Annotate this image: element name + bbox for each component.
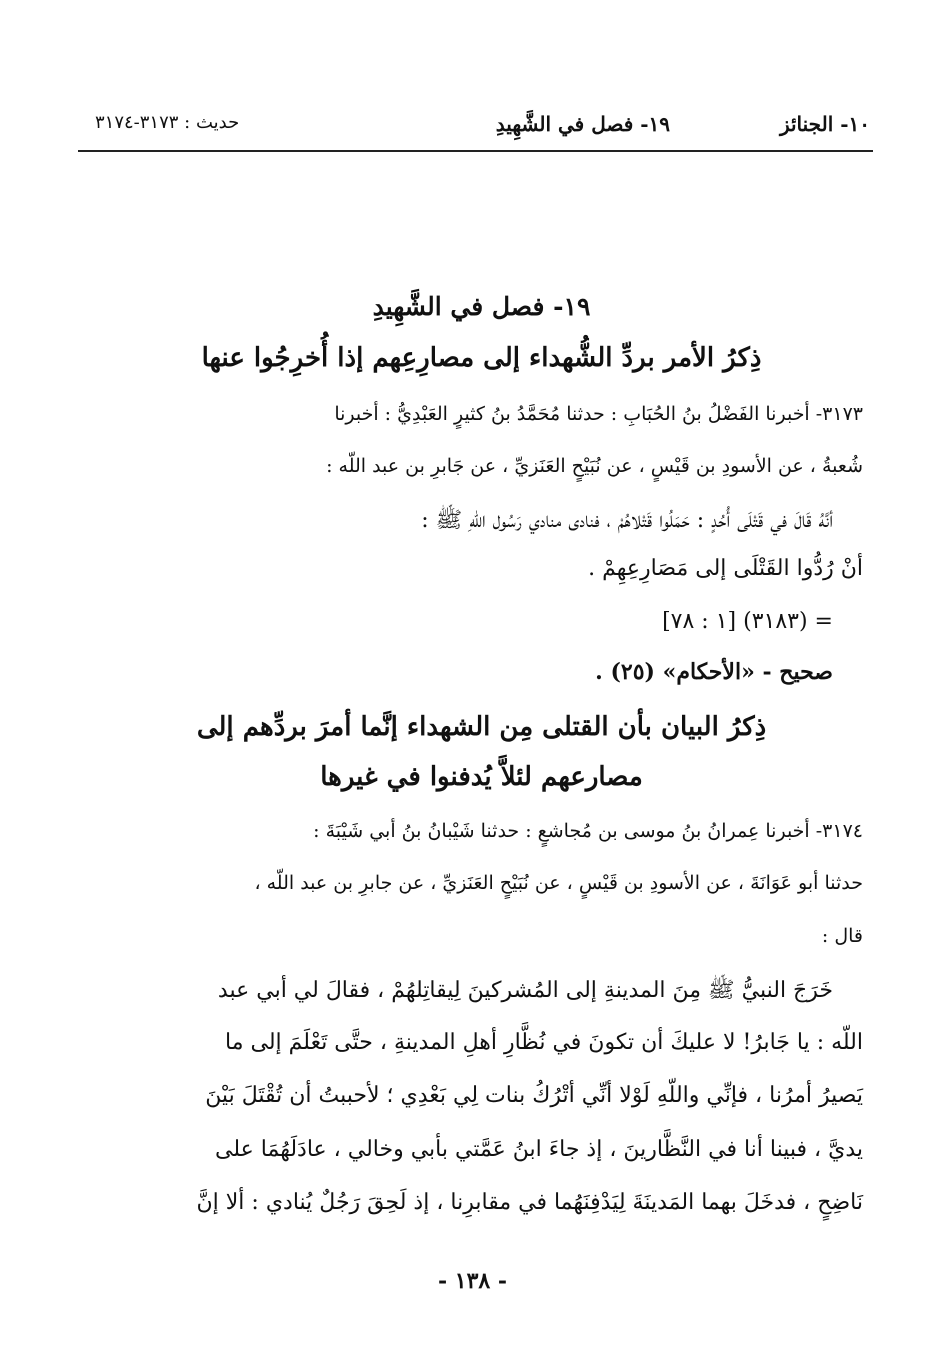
subtitle-2-line-2: مصارعهم لئلاَّ يُدفنوا في غيرها <box>320 762 643 792</box>
hadith-3174-matn-3: يَصيرُ أمرُنا ، فإنِّي واللّهِ لَوْلا أنِّي أتْرُكُ بنات لِي بَعْدِي ؛ لأحببتُ أن تُقْتَلَ بَيْنَ <box>205 1083 863 1108</box>
subtitle-2-line-1: ذِكرُ البيان بأن القتلى مِن الشهداء إنَّما أمرَ بردِّهم إلى <box>196 712 767 742</box>
page-number: - ١٣٨ - <box>437 1268 508 1294</box>
hadith-3173-matn-1: أنَّهُ قَالَ في قَتْلَى أُحُدٍ : حَمَلُوا قَتْلاهُمْ ، فنادى منادي رَسُول اللّهِ ﷺ : <box>421 508 833 533</box>
header-section: ١٩- فصل في الشَّهِيدِ <box>495 112 670 136</box>
hadith-3173-grade: صحيح - «الأحكام» (٢٥) . <box>595 659 833 685</box>
hadith-3174-isnad-1: ٣١٧٤- أخبرنا عِمرانُ بنُ موسى بن مُجاشعٍ : حدثنا شَيْبانُ بنُ أبي شَيْبَةَ : <box>313 820 863 842</box>
hadith-3174-matn-2: اللّه : يا جَابرُ! لا عليكَ أن تكونَ في نُظَّارِ أهلِ المدينةِ ، حتَّى تَعْلَمَ إلى ما <box>225 1030 863 1055</box>
hadith-3173-isnad-2: شُعبةُ ، عن الأسودِ بن قَيْسٍ ، عن نُبَيْحٍ العَنَزيِّ ، عن جَابرِ بن عبد اللّه : <box>326 455 863 477</box>
hadith-3174-matn-4: يديَّ ، فبينا أنا في النَّظَّارينَ ، إذ جاءَ ابنُ عَمَّتي بأبي وخالي ، عادَلَهُمَا على <box>215 1137 863 1162</box>
hadith-3173-matn-2: أنْ رُدُّوا القَتْلَى إلى مَصَارِعِهِمْ . <box>588 556 863 581</box>
hadith-3174-isnad-3: قال : <box>821 925 863 947</box>
header-rule <box>78 150 873 152</box>
hadith-3174-matn-1: خَرَجَ النبيُّ ﷺ مِنَ المدينةِ إلى المُشركينَ لِيقاتِلهُمْ ، فقالَ لي أبي عبد <box>217 978 833 1003</box>
hadith-3173-isnad-1: ٣١٧٣- أخبرنا الفَضْلُ بنُ الحُبَابِ : حدثنا مُحَمَّدُ بنُ كثيرٍ العَبْدِيُّ : أخبرنا <box>334 403 863 425</box>
hadith-3173-ref: = (٣١٨٣) [١ : ٧٨] <box>662 609 833 634</box>
subtitle-1: ذِكرُ الأمر بردِّ الشُّهداء إلى مصارِعِهم إذا أُخرِجُوا عنها <box>201 343 762 373</box>
header-hadith-range: حديث : ٣١٧٣-٣١٧٤ <box>95 112 240 133</box>
hadith-3174-isnad-2: حدثنا أبو عَوَانَةَ ، عن الأسودِ بن قَيْسٍ ، عن نُبَيْحٍ العَنَزيِّ ، عن جابرِ بن عبد اللّه ، <box>254 872 863 894</box>
section-title: ١٩- فصل في الشَّهِيدِ <box>372 292 591 321</box>
hadith-3174-matn-5: نَاضِحٍ ، فدخَلَ بهما المَدينَةَ لِيَدْفِنَهُما في مقابرِنا ، إذ لَحِقَ رَجُلٌ يُنادي : ألا إنَّ <box>196 1190 863 1215</box>
header-chapter: ١٠- الجنائز <box>779 112 870 136</box>
running-header <box>95 112 870 152</box>
